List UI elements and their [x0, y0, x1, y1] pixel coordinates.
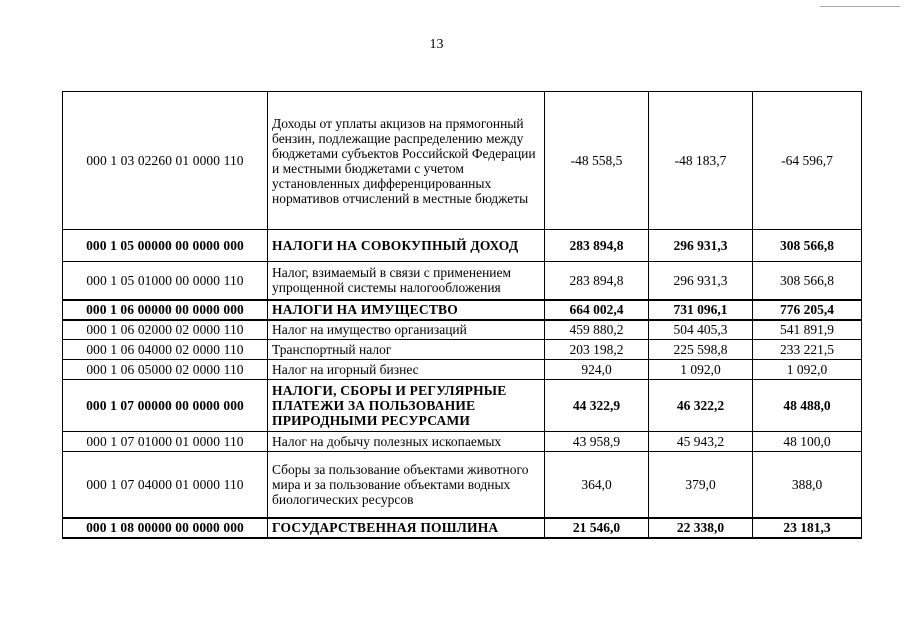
value-year-1: -48 558,5	[545, 92, 649, 230]
value-year-2: 296 931,3	[649, 230, 753, 262]
value-year-3: 233 221,5	[753, 340, 862, 360]
page-number: 13	[429, 37, 444, 52]
value-year-1: 283 894,8	[545, 230, 649, 262]
revenue-name: НАЛОГИ НА ИМУЩЕСТВО	[268, 300, 545, 320]
value-year-3: 388,0	[753, 452, 862, 518]
table-row	[63, 300, 862, 320]
value-year-3: 308 566,8	[753, 230, 862, 262]
revenue-name: НАЛОГИ, СБОРЫ И РЕГУЛЯРНЫЕ ПЛАТЕЖИ ЗА ПОЛЬЗОВАНИЕ ПРИРОДНЫМИ РЕСУРСАМИ	[268, 380, 545, 432]
revenue-table	[62, 91, 862, 539]
value-year-3: 48 488,0	[753, 380, 862, 432]
value-year-2: 731 096,1	[649, 300, 753, 320]
budget-code: 000 1 07 00000 00 0000 000	[63, 380, 268, 432]
budget-code: 000 1 05 01000 00 0000 110	[63, 262, 268, 300]
revenue-name: Налог на игорный бизнес	[268, 360, 545, 380]
revenue-name: Налог на имущество организаций	[268, 320, 545, 340]
table-row	[63, 92, 862, 230]
value-year-1: 364,0	[545, 452, 649, 518]
value-year-2: 296 931,3	[649, 262, 753, 300]
value-year-2: 46 322,2	[649, 380, 753, 432]
value-year-2: 1 092,0	[649, 360, 753, 380]
table-row	[63, 518, 862, 538]
value-year-3: 308 566,8	[753, 262, 862, 300]
revenue-name: НАЛОГИ НА СОВОКУПНЫЙ ДОХОД	[268, 230, 545, 262]
value-year-2: 45 943,2	[649, 432, 753, 452]
revenue-name: Налог, взимаемый в связи с применением упрощенной системы налогообложения	[268, 262, 545, 300]
value-year-3: 48 100,0	[753, 432, 862, 452]
revenue-name: Доходы от уплаты акцизов на прямогонный бензин, подлежащие распределению между бюджетами субъектов Российской Федерации и местными бюджетами с учетом установленных дифференцированных нормативов отчислений в местные бюджеты	[268, 92, 545, 230]
value-year-2: 22 338,0	[649, 518, 753, 538]
table-row	[63, 380, 862, 432]
revenue-name: Сборы за пользование объектами животного мира и за пользование объектами водных биологических ресурсов	[268, 452, 545, 518]
value-year-1: 459 880,2	[545, 320, 649, 340]
value-year-1: 44 322,9	[545, 380, 649, 432]
value-year-1: 21 546,0	[545, 518, 649, 538]
table-row	[63, 262, 862, 300]
scan-artifact-line	[820, 6, 900, 7]
value-year-2: 504 405,3	[649, 320, 753, 340]
value-year-3: 541 891,9	[753, 320, 862, 340]
budget-code: 000 1 07 04000 01 0000 110	[63, 452, 268, 518]
budget-code: 000 1 06 02000 02 0000 110	[63, 320, 268, 340]
table-row	[63, 340, 862, 360]
value-year-3: -64 596,7	[753, 92, 862, 230]
table-row	[63, 360, 862, 380]
value-year-2: 379,0	[649, 452, 753, 518]
budget-code: 000 1 03 02260 01 0000 110	[63, 92, 268, 230]
value-year-1: 924,0	[545, 360, 649, 380]
table-row	[63, 432, 862, 452]
budget-code: 000 1 06 05000 02 0000 110	[63, 360, 268, 380]
value-year-3: 776 205,4	[753, 300, 862, 320]
budget-code: 000 1 07 01000 01 0000 110	[63, 432, 268, 452]
table-row	[63, 452, 862, 518]
revenue-name: Налог на добычу полезных ископаемых	[268, 432, 545, 452]
value-year-2: 225 598,8	[649, 340, 753, 360]
value-year-1: 664 002,4	[545, 300, 649, 320]
value-year-1: 43 958,9	[545, 432, 649, 452]
revenue-name: Транспортный налог	[268, 340, 545, 360]
budget-code: 000 1 06 00000 00 0000 000	[63, 300, 268, 320]
value-year-3: 1 092,0	[753, 360, 862, 380]
value-year-2: -48 183,7	[649, 92, 753, 230]
budget-code: 000 1 08 00000 00 0000 000	[63, 518, 268, 538]
value-year-1: 283 894,8	[545, 262, 649, 300]
revenue-name: ГОСУДАРСТВЕННАЯ ПОШЛИНА	[268, 518, 545, 538]
value-year-3: 23 181,3	[753, 518, 862, 538]
budget-code: 000 1 05 00000 00 0000 000	[63, 230, 268, 262]
table-row	[63, 230, 862, 262]
table-row	[63, 320, 862, 340]
value-year-1: 203 198,2	[545, 340, 649, 360]
budget-code: 000 1 06 04000 02 0000 110	[63, 340, 268, 360]
